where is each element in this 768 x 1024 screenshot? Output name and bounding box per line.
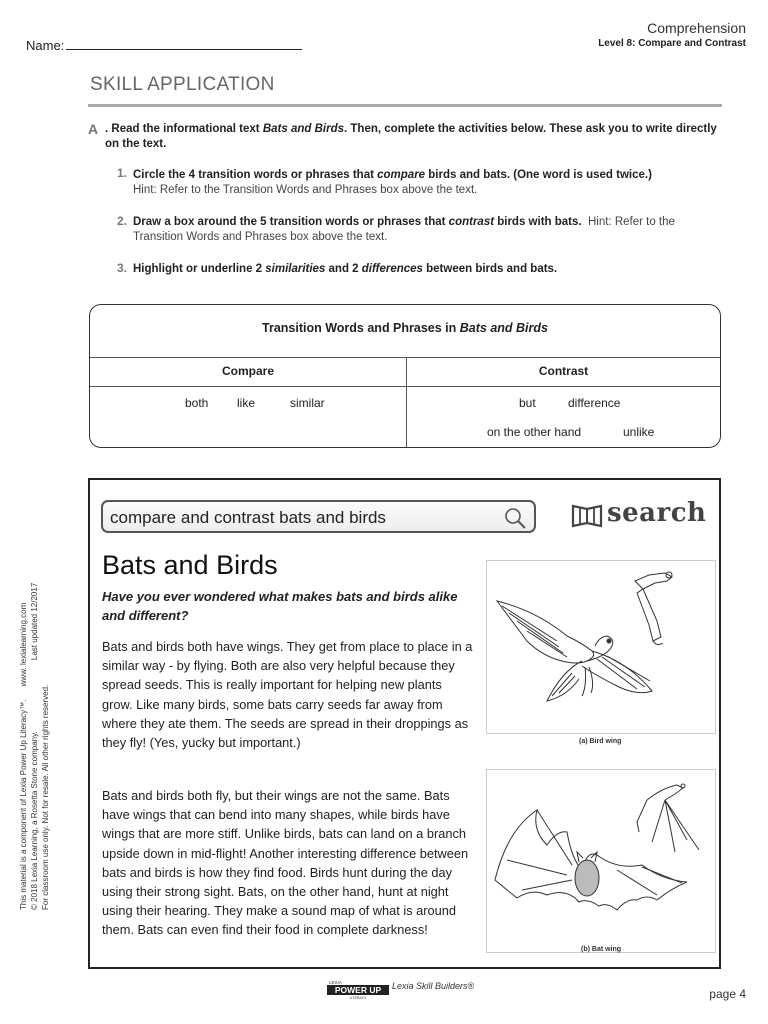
item-number: 3. — [117, 261, 128, 275]
transition-words-box — [89, 304, 721, 448]
divider — [90, 386, 720, 387]
item-2-text: Draw a box around the 5 transition words or phrases that contrast birds with bats. Hint: Refer to the Transition Words and Phrases box above the text. — [133, 216, 675, 243]
copyright-sidebar: This material is a component of Lexia Power Up Literacy™. www. lexialearning.com © 2018 Lexia Learning, a Rosetta Stone company. Last updated 12/2017 For classroom use only. Not for resale. All other rights reserved. — [19, 582, 50, 910]
divider — [90, 357, 720, 358]
power-up-logo — [326, 979, 390, 999]
article-subtitle: Have you ever wondered what makes bats and birds alike and different? — [102, 589, 458, 623]
item-number: 1. — [117, 166, 128, 180]
logo-bottom-text: LITERACY — [349, 996, 367, 999]
bird-wing-illustration — [487, 561, 715, 721]
logo-main-text: POWER UP — [334, 985, 382, 995]
bat-wing-figure — [486, 769, 716, 953]
search-input[interactable] — [101, 500, 536, 533]
contrast-word: but — [519, 396, 536, 410]
part-a-letter: A — [88, 121, 99, 137]
header-title: Comprehension — [647, 20, 746, 36]
page-number: page 4 — [709, 987, 746, 1001]
article-title: Bats and Birds — [102, 550, 278, 580]
figure-caption: (b) Bat wing — [581, 946, 622, 953]
figure-caption: (a) Bird wing — [579, 738, 622, 745]
brand-name: search — [607, 498, 707, 528]
article-paragraph: Bats and birds both have wings. They get from place to place in a similar way - by flying. Both are also very helpful because they spread seeds. This is really important for helping new plants grow. Like many birds, some bats carry seeds far away from where they ate them. The seeds are spread in their droppings as they fly! (Yes, yucky but important.) — [102, 639, 473, 751]
search-query: compare and contrast bats and birds — [110, 508, 386, 527]
contrast-word: difference — [568, 396, 621, 410]
compare-header: Compare — [221, 364, 274, 378]
skill-builders-label: Lexia Skill Builders® — [392, 981, 475, 991]
item-1-text: Circle the 4 transition words or phrases that compare birds and bats. (One word is used twice.) Hint: Refer to the Transition Words and Phrases box above the text. — [133, 169, 652, 196]
name-label: Name: — [26, 38, 65, 53]
open-book-icon — [571, 504, 603, 528]
bat-wing-illustration — [487, 770, 715, 938]
compare-word: similar — [290, 396, 325, 410]
article-paragraph: Bats and birds both fly, but their wings are not the same. Bats have wings that can bend into many shapes, while birds have wings that are more stiff. Unlike birds, bats can land on a branch upside down in mid-flight! Another interesting difference between bats and birds is how they find food. Birds hunt during the day using their strong sight. Bats, on the other hand, hunt at night using their hearing. They make a sound map of what is around them. Bats can even find their food in complete darkness! — [102, 788, 469, 938]
article-frame — [88, 478, 721, 969]
magnifier-icon[interactable] — [504, 507, 526, 529]
name-line[interactable] — [66, 49, 302, 50]
section-title: SKILL APPLICATION — [90, 74, 275, 95]
section-divider — [88, 104, 722, 107]
part-a-instructions: . Read the informational text Bats and Birds. Then, complete the activities below. These ask you to write directly on the text. — [105, 123, 717, 150]
compare-word: both — [185, 396, 209, 410]
contrast-word: on the other hand — [487, 425, 582, 439]
contrast-word: unlike — [623, 425, 655, 439]
bird-wing-figure — [486, 560, 716, 745]
transition-box-title: Transition Words and Phrases in Bats and Birds — [262, 321, 548, 335]
logo-top-text: LEXIA — [329, 980, 342, 985]
item-number: 2. — [117, 214, 128, 228]
header-level: Level 8: Compare and Contrast — [598, 38, 746, 49]
item-3-text: Highlight or underline 2 similarities and 2 differences between birds and bats. — [133, 263, 558, 275]
compare-word: like — [237, 396, 256, 410]
contrast-header: Contrast — [538, 364, 589, 378]
